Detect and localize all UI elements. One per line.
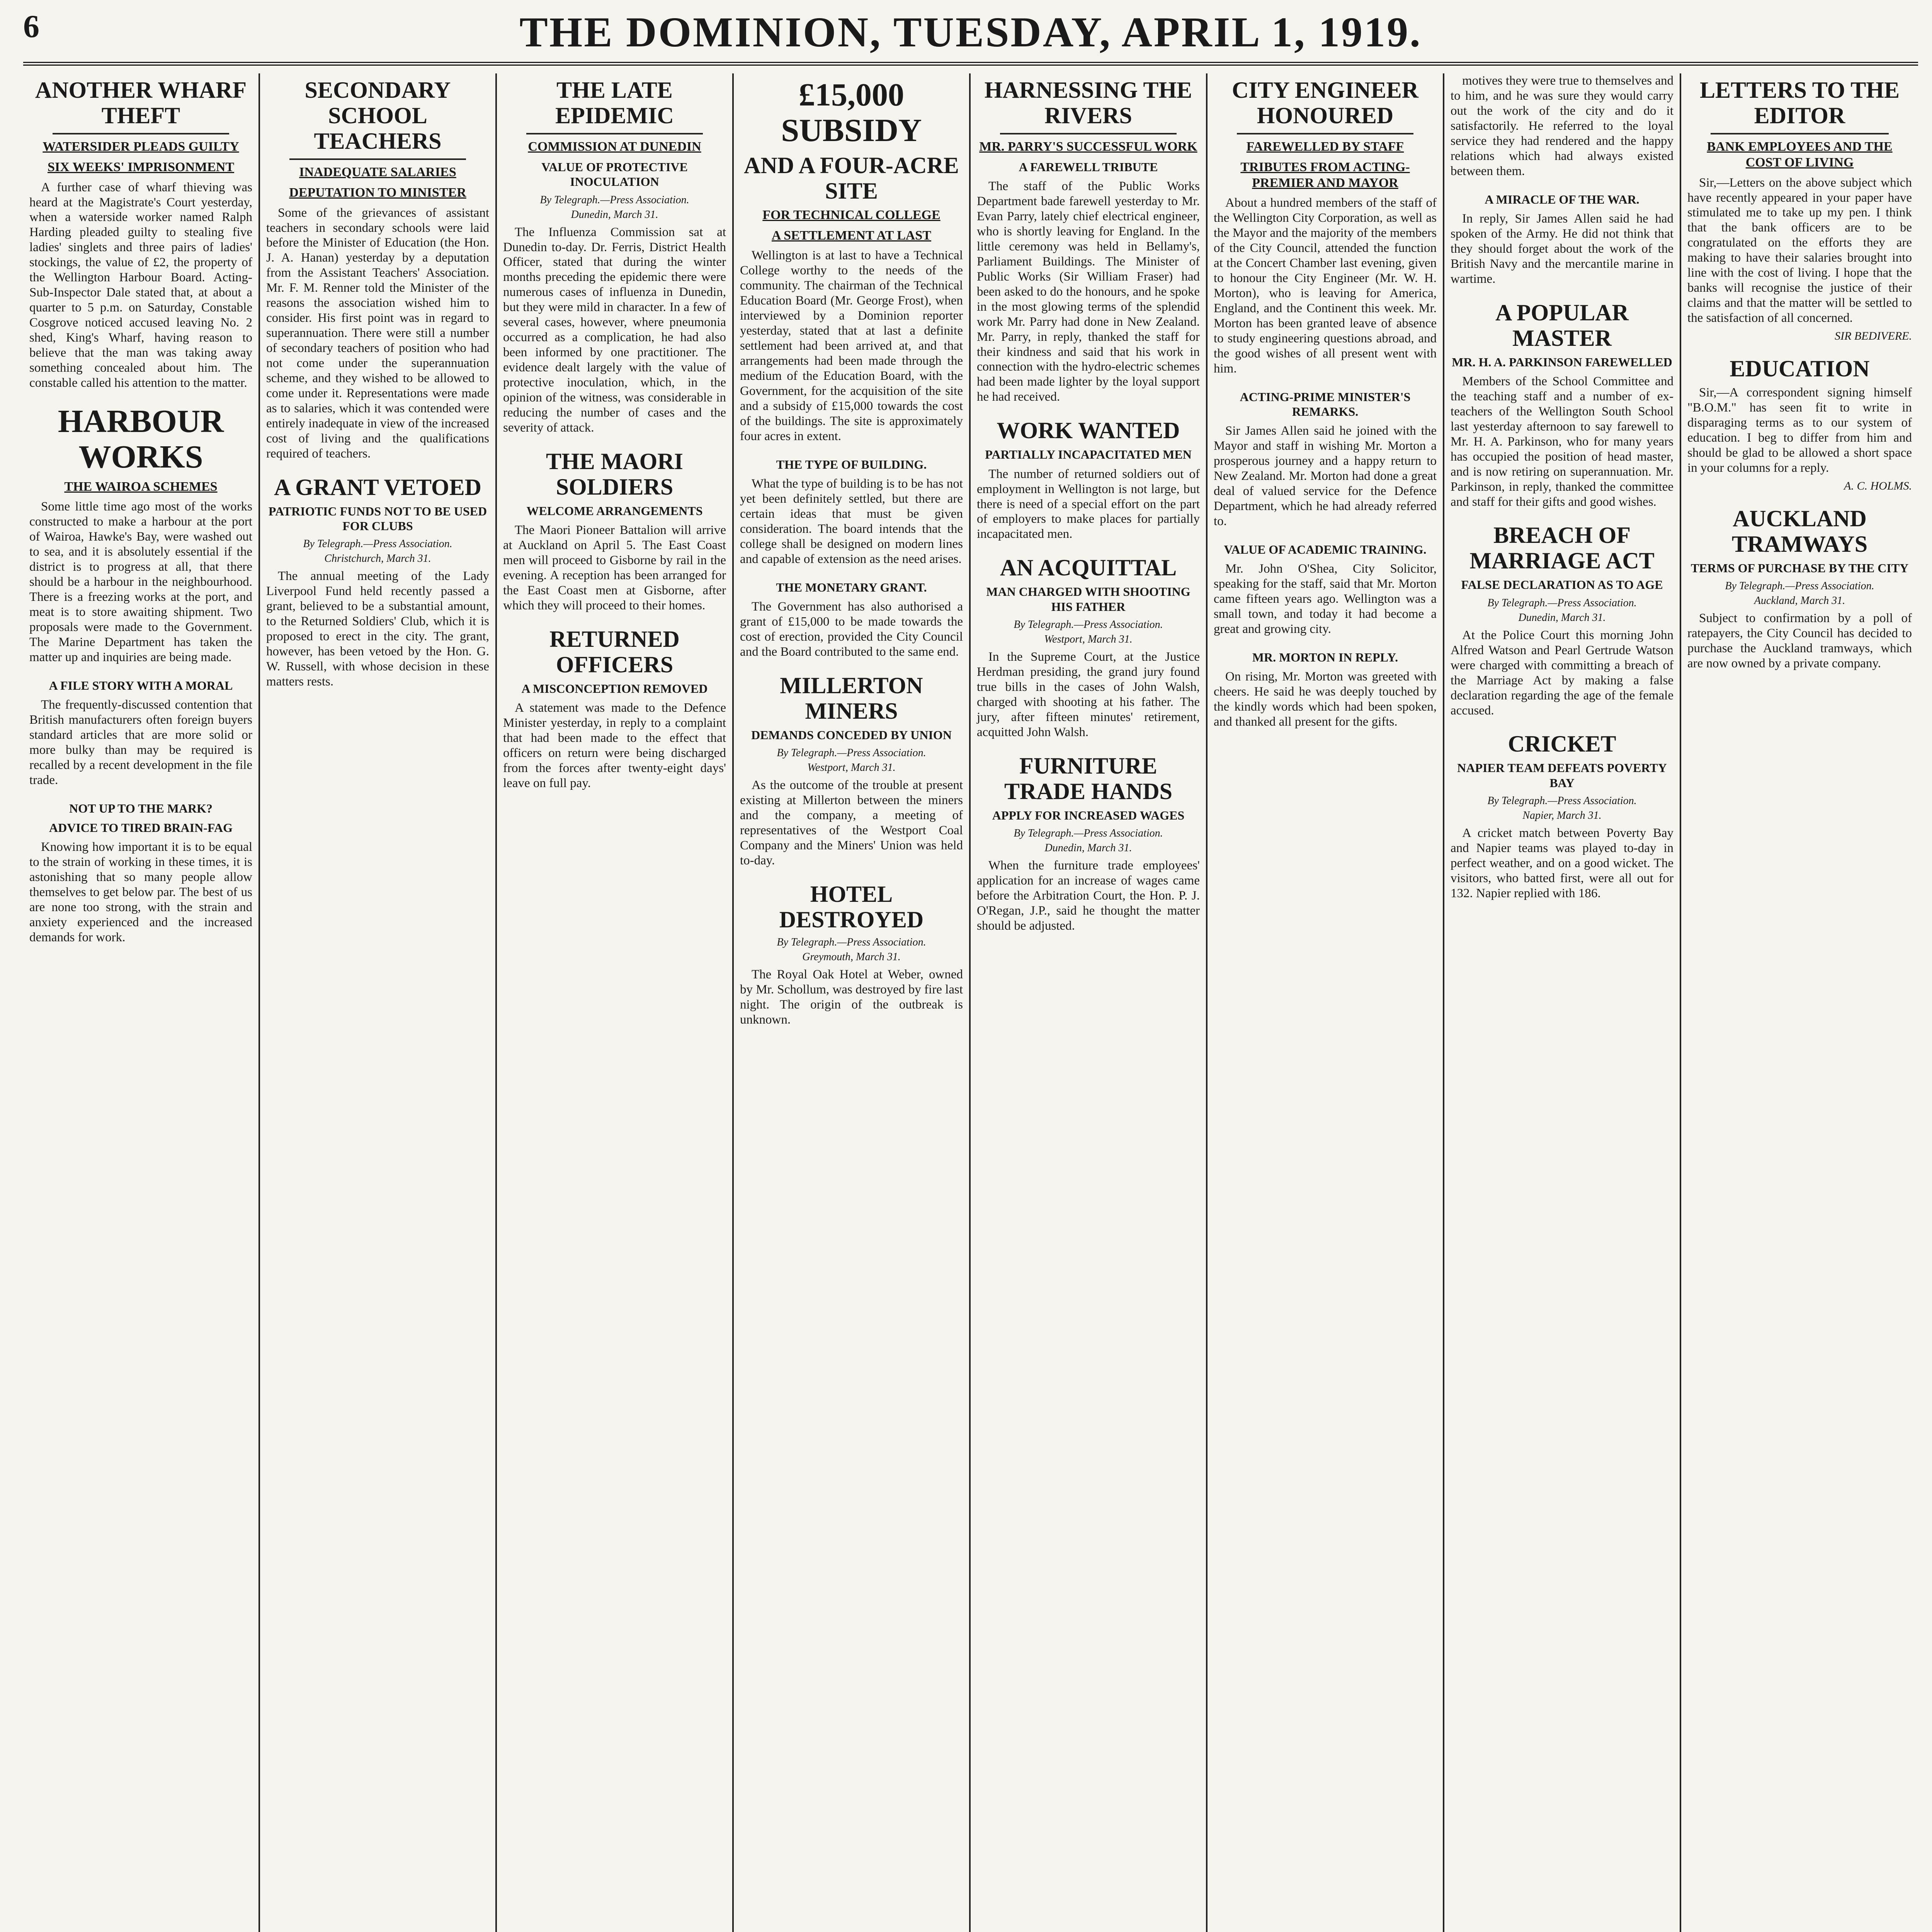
article-furniture-trade (977, 753, 1200, 934)
subheadline: TRIBUTES FROM ACTING-PREMIER AND MAYOR (1240, 160, 1410, 190)
subheadline: COMMISSION AT DUNEDIN (528, 139, 701, 154)
article-body: A further case of wharf thieving was heard at the Magistrate's Court yesterday, when a waterside worker named Ralph Harding pleaded guilty to stealing five ladies' singlets and three pairs of ladies' stockings, the value of £2, the property of the Wellington Harbour Board. Acting-Sub-Inspector Dale stated that, at about a quarter to 5 p.m. on Saturday, Constable Cosgrove noticed accused leaving No. 2 shed, King's Wharf, having reason to believe that the man was taking away something concealed about him. The constable called his attention to the matter. (29, 180, 252, 390)
subheadline: BANK EMPLOYEES AND THE COST OF LIVING (1707, 139, 1893, 170)
headline: CITY ENGINEER HONOURED (1232, 77, 1418, 128)
subheadline: MR. PARRY'S SUCCESSFUL WORK (979, 139, 1197, 154)
section-academic-training (1214, 542, 1437, 637)
byline: By Telegraph.—Press Association. (1487, 795, 1637, 807)
byline: By Telegraph.—Press Association. (777, 936, 926, 948)
article-body: Sir,—A correspondent signing himself "B.O.M." has seen fit to write in disparaging terms as to our system of education. I beg to differ from him and should be glad to be allowed a short space in your columns for a reply. (1687, 385, 1912, 475)
article-body: A statement was made to the Defence Minister yesterday, in reply to a complaint that had been made to the effect that officers on return were being discharged from the forces after twenty-eight days' leave on full pay. (503, 701, 726, 790)
section-heading: A MIRACLE OF THE WAR. (1485, 192, 1639, 206)
headline: WORK WANTED (997, 418, 1180, 444)
subheadline: VALUE OF PROTECTIVE INOCULATION (541, 160, 688, 189)
article-epidemic (503, 77, 726, 435)
divider (1000, 133, 1177, 134)
column-8 (1681, 73, 1918, 1932)
dateline: Dunedin, March 31. (1044, 842, 1132, 854)
divider (1711, 133, 1889, 134)
headline: HARBOUR WORKS (58, 403, 224, 475)
article-body: Mr. John O'Shea, City Solicitor, speaking for the staff, said that Mr. Morton came fifteen years ago. Wellington was a small town, and today it had become a great and growing city. (1214, 562, 1437, 636)
article-cricket (1451, 731, 1673, 901)
article-body: When the furniture trade employees' application for an increase of wages came before the Arbitration Court, the Hon. P. J. O'Regan, J.P., said he thought the matter should be adjusted. (977, 859, 1200, 933)
article-body: About a hundred members of the staff of the Wellington City Corporation, as well as the Mayor and the majority of the members of the City Council, attended the function at the Concert Chamber last evening, given to honour the City Engineer (Mr. W. H. Morton), who is leaving for America, England, and the Continent this week. Mr. Morton has been granted leave of absence to study engineering questions abroad, and the good wishes of all present went with him. (1214, 196, 1437, 376)
article-body: At the Police Court this morning John Alfred Watson and Pearl Gertrude Watson were charged with committing a breach of the Marriage Act by making a false declaration regarding the age of the female accused. (1451, 628, 1673, 718)
section-type-of-building (740, 457, 963, 567)
divider (53, 133, 229, 134)
headline: LETTERS TO THE EDITOR (1700, 77, 1900, 128)
headline: HOTEL DESTROYED (779, 881, 924, 932)
article-harnessing-rivers (977, 77, 1200, 405)
subheadline: FALSE DECLARATION AS TO AGE (1461, 578, 1663, 592)
article-body: The Government has also authorised a grant of £15,000 to be made towards the cost of erection, provided the City Council and the Board contributed to the same end. (740, 599, 963, 659)
article-harbour-works (29, 404, 252, 665)
article-body: The number of returned soldiers out of employment in Wellington is not large, but there is need of a special effort on the part of employers to make places for partially incapacitated men. (977, 467, 1200, 541)
section-heading: THE TYPE OF BUILDING. (776, 457, 927, 471)
headline: A POPULAR MASTER (1495, 299, 1629, 351)
divider (526, 133, 703, 134)
headline: FURNITURE TRADE HANDS (1004, 753, 1173, 804)
subheadline: DEPUTATION TO MINISTER (289, 185, 466, 200)
dateline: Dunedin, March 31. (571, 208, 658, 221)
column-4 (734, 73, 971, 1932)
subheadline: MR. H. A. PARKINSON FAREWELLED (1452, 355, 1672, 369)
section-morton-reply (1214, 650, 1437, 730)
article-subsidy (740, 77, 963, 444)
headline: AUCKLAND TRAMWAYS (1731, 505, 1868, 557)
article-body: On rising, Mr. Morton was greeted with cheers. He said he was deeply touched by the kindly words which had been spoken, and thanked all present for the gifts. (1214, 670, 1437, 729)
headline: THE MAORI SOLDIERS (546, 448, 684, 500)
article-body: motives they were true to themselves and to him, and he was sure they would carry out the work of the city and do it satisfactorily. He referred to the loyal service they had rendered and the happy relations which had always existed between them. (1451, 74, 1673, 178)
article-returned-officers (503, 626, 726, 791)
article-engineer-continued (1451, 73, 1673, 179)
column-1 (23, 73, 260, 1932)
subheadline: DEMANDS CONCEDED BY UNION (751, 728, 952, 742)
section-acting-premier (1214, 389, 1437, 529)
article-breach-marriage-act (1451, 522, 1673, 718)
subheadline: A SETTLEMENT AT LAST (772, 228, 931, 243)
headline: BREACH OF MARRIAGE ACT (1469, 522, 1655, 574)
section-heading: THE MONETARY GRANT. (776, 580, 927, 594)
headline: THE LATE EPIDEMIC (555, 77, 674, 128)
column-7 (1444, 73, 1681, 1932)
subheadline: PARTIALLY INCAPACITATED MEN (985, 447, 1192, 462)
article-body: Sir,—Letters on the above subject which have recently appeared in your paper have stimulated me to take up my pen. I think that the bank officers are to be congratulated on the efforts they are making to have their salaries brought into line with the cost of living. I hope that the banks will recognise the justice of their claims and that the matter will be settled to the satisfaction of all concerned. (1687, 175, 1912, 325)
byline: By Telegraph.—Press Association. (303, 538, 452, 550)
section-monetary-grant (740, 580, 963, 660)
article-body: Some little time ago most of the works constructed to make a harbour at the port of Wairoa, Hawke's Bay, were washed out to sea, and it is absolutely essential if the district is to progress at all, that there should be a harbour in the neighbourhood. There is a freezing works at the port, and meat is to store awaiting shipment. Two proposals were made to the Government. The Marine Department has taken the matter up and inquiries are being made. (29, 500, 252, 664)
letter-signature: SIR BEDIVERE. (1835, 329, 1912, 342)
article-body: Sir James Allen said he joined with the Mayor and staff in wishing Mr. Morton a prosperous journey and a happy return to New Zealand. Mr. Morton had done a great deal of valued service for the Defence Department, which he had already referred to. (1214, 424, 1437, 529)
byline: By Telegraph.—Press Association. (1487, 597, 1637, 609)
article-body: Knowing how important it is to be equal to the strain of working in these times, it is astonishing that so many people allow themselves to get below par. The best of us are none too strong, with the strain and anxiety experienced and the increased demands for work. (29, 840, 252, 945)
section-miracle-of-war (1451, 192, 1673, 287)
divider (1237, 133, 1413, 134)
headline: MILLERTON MINERS (780, 672, 923, 724)
byline: By Telegraph.—Press Association. (1014, 827, 1163, 840)
article-work-wanted (977, 418, 1200, 542)
headline: CRICKET (1508, 731, 1616, 757)
subheadline: MAN CHARGED WITH SHOOTING HIS FATHER (986, 585, 1190, 614)
article-millerton-miners (740, 673, 963, 868)
article-body: Wellington is at last to have a Technical College worthy to the needs of the community. The chairman of the Technical Education Board (Mr. George Frost), when interviewed by a Dominion reporter yesterday, stated that at last a definite settlement had been arrived at, and that arrangements had been made through the medium of the Education Board, with the Government, for the acquisition of the site and a subsidy of £15,000 towards the cost of the buildings. The site is approximately four acres in extent. (740, 248, 963, 443)
article-acquittal (977, 555, 1200, 740)
column-3 (497, 73, 734, 1932)
subheadline: TERMS OF PURCHASE BY THE CITY (1690, 561, 1909, 575)
subheadline: NAPIER TEAM DEFEATS POVERTY BAY (1457, 761, 1667, 790)
section-heading: MR. MORTON IN REPLY. (1252, 650, 1398, 665)
dateline: Dunedin, March 31. (1518, 611, 1606, 624)
column-5 (971, 73, 1208, 1932)
article-file-story (29, 678, 252, 788)
article-popular-master (1451, 300, 1673, 510)
newspaper-columns (23, 73, 1918, 1932)
headline: RETURNED OFFICERS (549, 626, 680, 677)
article-grant-vetoed (266, 474, 489, 689)
subheadline: A FAREWELL TRIBUTE (1019, 160, 1158, 174)
article-body: The staff of the Public Works Department bade farewell yesterday to Mr. Evan Parry, lately chief electrical engineer, who is shortly leaving for England. In the little ceremony was held in Bellamy's, Parliament Buildings. The Minister of Public Works (Sir William Fraser) had been asked to do the honours, and he spoke in the most glowing terms of the splendid work Mr. Parry had done in New Zealand. Mr. Parry, in reply, thanked the staff for their kindness and said that his work in connection with the hydro-electric schemes had been made lighter by the loyal support he had received. (977, 179, 1200, 404)
dateline: Westport, March 31. (1044, 633, 1133, 646)
advert-not-up-to-mark (29, 801, 252, 945)
article-body: In the Supreme Court, at the Justice Herdman presiding, the grand jury found true bills in the cases of John Walsh, charged with shooting at his father. The jury, after fifteen minutes' retirement, acquitted John Walsh. (977, 650, 1200, 739)
subheadline: SIX WEEKS' IMPRISONMENT (47, 160, 235, 174)
article-wharf-theft (29, 77, 252, 391)
article-body: A cricket match between Poverty Bay and Napier teams was played to-day in perfect weather, and on a good wicket. The visitors, who batted first, were all out for 132. Napier replied with 186. (1451, 826, 1673, 901)
subheadline: A MISCONCEPTION REMOVED (521, 681, 708, 696)
column-6 (1208, 73, 1444, 1932)
letters-bank-employees (1687, 77, 1912, 343)
headline: SECONDARY SCHOOL TEACHERS (304, 77, 451, 154)
page-number: 6 (23, 9, 39, 44)
article-body: The Royal Oak Hotel at Weber, owned by Mr. Schollum, was destroyed by fire last night. The origin of the outbreak is unknown. (740, 967, 963, 1027)
subheadline: PATRIOTIC FUNDS NOT TO BE USED FOR CLUBS (268, 504, 487, 533)
subheadline: FOR TECHNICAL COLLEGE (762, 207, 940, 222)
subheadline: FAREWELLED BY STAFF (1246, 139, 1404, 154)
newspaper-title: THE DOMINION, TUESDAY, APRIL 1, 1919. (519, 9, 1422, 56)
headline: AN ACQUITTAL (1000, 555, 1177, 581)
article-maori-soldiers (503, 449, 726, 613)
article-body: The frequently-discussed contention that British manufacturers often foreign buyers standard articles that are more solid or more bulky than may be required is recalled by a recent development in the file trade. (29, 698, 252, 787)
section-heading: VALUE OF ACADEMIC TRAINING. (1224, 542, 1427, 556)
article-body: As the outcome of the trouble at present existing at Millerton between the miners and the company, a meeting of representatives of the Westport Coal Company and the Miners' Union was held to-day. (740, 778, 963, 867)
article-body: The annual meeting of the Lady Liverpool Fund held recently passed a grant, believed to be a substantial amount, to the Returned Soldiers' Club, which it is proposed to erect in the city. The grant, however, has been vetoed by the Hon. G. W. Russell, with whose decision in these matters rests. (266, 569, 489, 689)
article-body: In reply, Sir James Allen said he had spoken of the Army. He did not think that they should forget about the work of the British Navy and the mercantile marine in wartime. (1451, 211, 1673, 286)
subheadline: WELCOME ARRANGEMENTS (526, 503, 703, 518)
masthead (23, 8, 1918, 66)
headline: ANOTHER WHARF THEFT (35, 77, 247, 128)
dateline: Greymouth, March 31. (802, 951, 901, 963)
headline: EDUCATION (1730, 355, 1870, 381)
article-auckland-tramways (1687, 506, 1912, 671)
subheadline: INADEQUATE SALARIES (299, 165, 456, 179)
section-heading: ACTING-PRIME MINISTER'S REMARKS. (1240, 389, 1411, 419)
dateline: Napier, March 31. (1522, 810, 1602, 822)
article-teachers (266, 77, 489, 461)
subheadline: ADVICE TO TIRED BRAIN-FAG (49, 821, 233, 835)
article-body: What the type of building is to be has not yet been definitely settled, but there are certain ideas that must be given consideration. The board intends that the college shall be designed on modern lines and capable of extension as the need arises. (740, 476, 963, 566)
article-body: The Influenza Commission sat at Dunedin to-day. Dr. Ferris, District Health Officer, stated that during the winter months preceding the epidemic there were numerous cases of influenza in Dunedin, but they were mild in character. In a few of several cases, however, where pneumonia occurred as a complication, he had also been informed by one practitioner. The evidence dealt largely with the value of protective inoculation, which, in the opinion of the witness, was considerable in reducing the number of cases and the severity of attack. (503, 225, 726, 435)
article-city-engineer (1214, 77, 1437, 376)
article-body: Some of the grievances of assistant teachers in secondary schools were laid before the Minister of Education (the Hon. J. A. Hanan) yesterday by a deputation from the Assistant Teachers' Association. Mr. F. M. Renner told the Minister of the reasons the association wished him to consider. His first point was in regard to superannuation. There were still a number of secondary teachers of position who had not come under the superannuation scheme, and they wished to be allowed to come under it. Representations were made as to salaries, which it was contended were entirely inadequate in view of the increased cost of living and the qualifications required of teachers. (266, 206, 489, 461)
headline: HARNESSING THE RIVERS (984, 77, 1192, 128)
article-hotel-destroyed (740, 881, 963, 1027)
subheadline: WATERSIDER PLEADS GUILTY (43, 139, 239, 154)
headline: A GRANT VETOED (274, 474, 481, 500)
article-body: Members of the School Committee and the teaching staff and a number of ex-teachers of the Wellington South School last yesterday afternoon to say farewell to Mr. H. A. Parkinson, who for many years has occupied the position of head master, and is now retiring on superannuation. Mr. Parkinson, in reply, thanked the committee and staff for their gifts and good wishes. (1451, 374, 1673, 509)
headline: £15,000 SUBSIDY (781, 77, 922, 149)
dateline: Westport, March 31. (807, 762, 896, 774)
dateline: Auckland, March 31. (1754, 594, 1845, 607)
letter-signature: A. C. HOLMS. (1844, 479, 1912, 492)
dateline: Christchurch, March 31. (324, 553, 431, 565)
article-body: Subject to confirmation by a poll of ratepayers, the City Council has decided to purchase the Auckland tramways, which are now owned by a private company. (1687, 611, 1912, 670)
column-2 (260, 73, 497, 1932)
subheadline: APPLY FOR INCREASED WAGES (992, 808, 1185, 822)
letters-education (1687, 356, 1912, 493)
article-body: The Maori Pioneer Battalion will arrive at Auckland on April 5. The East Coast men will proceed to Gisborne by rail in the evening. A reception has been arranged for the East Coast men at Gisborne, after which they will proceed to their homes. (503, 523, 726, 612)
subheadline: THE WAIROA SCHEMES (64, 479, 218, 494)
headline: A FILE STORY WITH A MORAL (49, 678, 233, 692)
byline: By Telegraph.—Press Association. (777, 747, 926, 759)
byline: By Telegraph.—Press Association. (1014, 619, 1163, 631)
divider (289, 158, 466, 160)
subheadline: AND A FOUR-ACRE SITE (744, 152, 959, 204)
byline: By Telegraph.—Press Association. (540, 194, 689, 206)
byline: By Telegraph.—Press Association. (1725, 580, 1874, 592)
headline: NOT UP TO THE MARK? (69, 801, 213, 815)
